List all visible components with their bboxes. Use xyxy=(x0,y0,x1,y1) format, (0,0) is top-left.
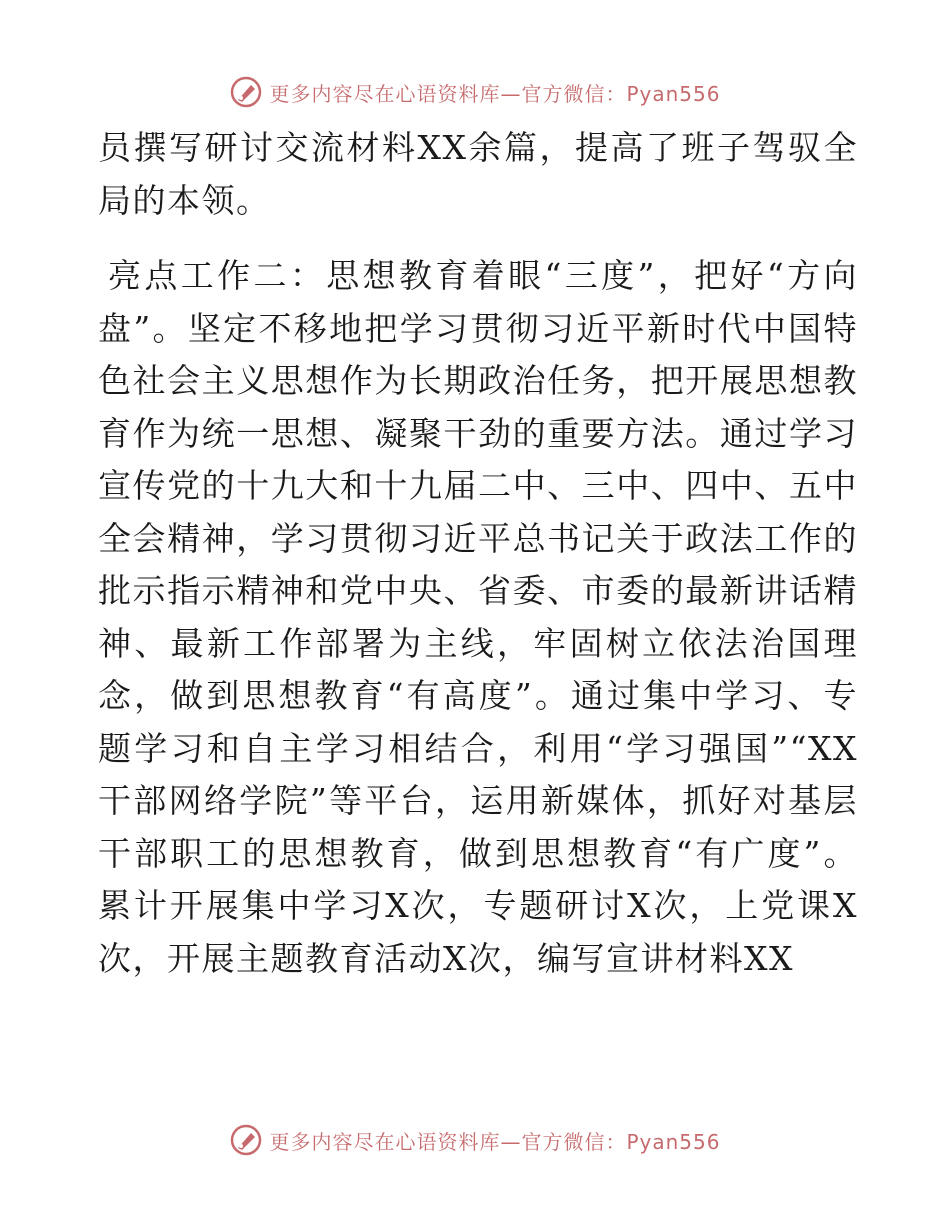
pen-nib-logo-icon xyxy=(229,1123,263,1157)
footer-watermark xyxy=(0,1120,950,1160)
pen-nib-logo-icon xyxy=(229,75,263,109)
footer-watermark-text: 更多内容尽在心语资料库—官方微信：Pyan556 xyxy=(269,1129,721,1154)
paragraph-continuation: 员撰写研讨交流材料XX余篇，提高了班子驾驭全局的本领。 xyxy=(98,128,858,220)
header-watermark-text: 更多内容尽在心语资料库—官方微信：Pyan556 xyxy=(269,81,721,106)
paragraph-highlight-two: 亮点工作二：思想教育着眼“三度”，把好“方向盘”。坚定不移地把学习贯彻习近平新时代中国特色社会主义思想作为长期政治任务，把开展思想教育作为统一思想、凝聚干劲的重要方法。通过学习宣传党的十九大和十九届二中、三中、四中、五中全会精神，学习贯彻习近平总书记关于政法工作的批示指示精神和党中央、省委、市委的最新讲话精神、最新工作部署为主线，牢固树立依法治国理念，做到思想教育“有高度”。通过集中学习、专题学习和自主学习相结合，利用“学习强国”“XX干部网络学院”等平台，运用新媒体，抓好对基层干部职工的思想教育，做到思想教育“有广度”。累计开展集中学习X次，专题研讨X次，上党课X次，开展主题教育活动X次，编写宣讲材料XX xyxy=(98,256,858,978)
header-watermark xyxy=(0,72,950,112)
document-body xyxy=(98,122,858,985)
